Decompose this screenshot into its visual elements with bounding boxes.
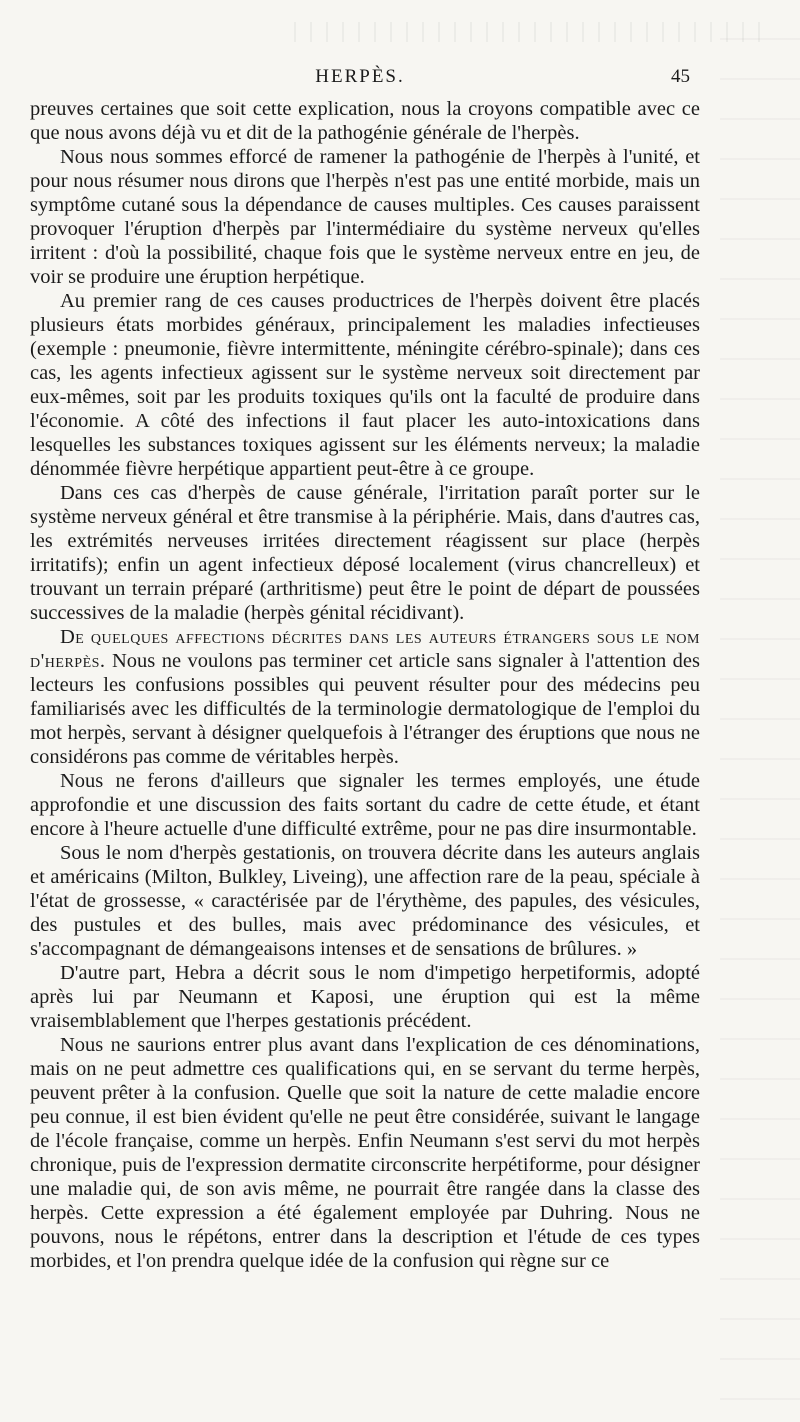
paragraph: Nous nous sommes efforcé de ramener la pathogénie de l'herpès à l'unité, et pour nous résumer nous dirons que l'herpès n'est pas une entité morbide, mais un symptôme cutané sous la dépendance de causes multiples. Ces causes paraissent provoquer l'éruption d'herpès par l'intermédiaire du système nerveux qu'elles irritent : d'où la possibilité, chaque fois que le système nerveux entre en jeu, de voir se produire une éruption herpétique. (30, 146, 700, 288)
paragraph: Nous ne ferons d'ailleurs que signaler les termes employés, une étude approfondie et une discussion des faits sortant du cadre de cette étude, et étant encore à l'heure actuelle d'une difficulté extrême, pour ne pas dire insurmontable. (30, 770, 700, 840)
paragraph-text: Nous ne voulons pas terminer cet article sans signaler à l'attention des lecteurs les confusions possibles qui peuvent résulter pour des médecins peu familiarisés avec les difficultés de la terminologie dermatologique de l'emploi du mot herpès, servant à désigner quelquefois à l'étranger des éruptions que nous ne considérons pas comme de véritables herpès. (30, 650, 700, 768)
paragraph-with-heading (30, 625, 700, 769)
scan-margin-noise (720, 0, 800, 1422)
paragraph: D'autre part, Hebra a décrit sous le nom d'impetigo herpetiformis, adopté après lui par Neumann et Kaposi, une éruption qui est la même vraisemblablement que l'herpes gestationis précédent. (30, 962, 700, 1032)
paragraph: Sous le nom d'herpès gestationis, on trouvera décrite dans les auteurs anglais et américains (Milton, Bulkley, Liveing), une affection rare de la peau, spéciale à l'état de grossesse, « caractérisée par de l'érythème, des papules, des vésicules, des pustules et des bulles, mais avec prédominance des vésicules, et s'accompagnant de démangeaisons intenses et de sensations de brûlures. » (30, 842, 700, 960)
page-number: 45 (671, 66, 690, 87)
body-text (30, 97, 700, 1273)
paragraph: Nous ne saurions entrer plus avant dans l'explication de ces dénominations, mais on ne peut admettre ces qualifications qui, en se servant du terme herpès, peuvent prêter à la confusion. Quelle que soit la nature de cette maladie encore peu connue, il est bien évident qu'elle ne peut être considérée, suivant le langage de l'école française, comme un herpès. Enfin Neumann s'est servi du mot herpès chronique, puis de l'expression dermatite circonscrite herpétiforme, pour désigner une maladie qui, de son avis même, ne pourrait être rangée dans la classe des herpès. Cette expression a été également employée par Duhring. Nous ne pouvons, nous le répétons, entrer dans la description et l'étude de ces types morbides, et l'on prendra quelque idée de la confusion qui règne sur ce (30, 1034, 700, 1272)
page-header (30, 66, 690, 94)
scan-noise-top (280, 22, 760, 42)
paragraph: Dans ces cas d'herpès de cause générale, l'irritation paraît porter sur le système nerveux général et être transmise à la périphérie. Mais, dans d'autres cas, les extrémités nerveuses irritées directement réagissent sur place (herpès irritatifs); enfin un agent infectieux déposé localement (virus chancrelleux) et trouvant un terrain préparé (arthritisme) peut être le point de départ de poussées successives de la maladie (herpès génital récidivant). (30, 482, 700, 624)
paragraph: preuves certaines que soit cette explication, nous la croyons compatible avec ce que nous avons déjà vu et dit de la pathogénie générale de l'herpès. (30, 98, 700, 144)
running-title: HERPÈS. (315, 66, 405, 87)
paragraph: Au premier rang de ces causes productrices de l'herpès doivent être placés plusieurs états morbides généraux, principalement les maladies infectieuses (exemple : pneumonie, fièvre intermittente, méningite cérébro-spinale); dans ces cas, les agents infectieux agissent sur le système nerveux soit directement par eux-mêmes, soit par les produits toxiques qu'ils ont la faculté de produire dans l'économie. A côté des infections il faut placer les auto-intoxications dans lesquelles les substances toxiques agissent sur les éléments nerveux; la maladie dénommée fièvre herpétique appartient peut-être à ce groupe. (30, 290, 700, 480)
section-heading: De quelques affections décrites dans les auteurs étrangers sous le nom d'herpès. (30, 626, 700, 672)
